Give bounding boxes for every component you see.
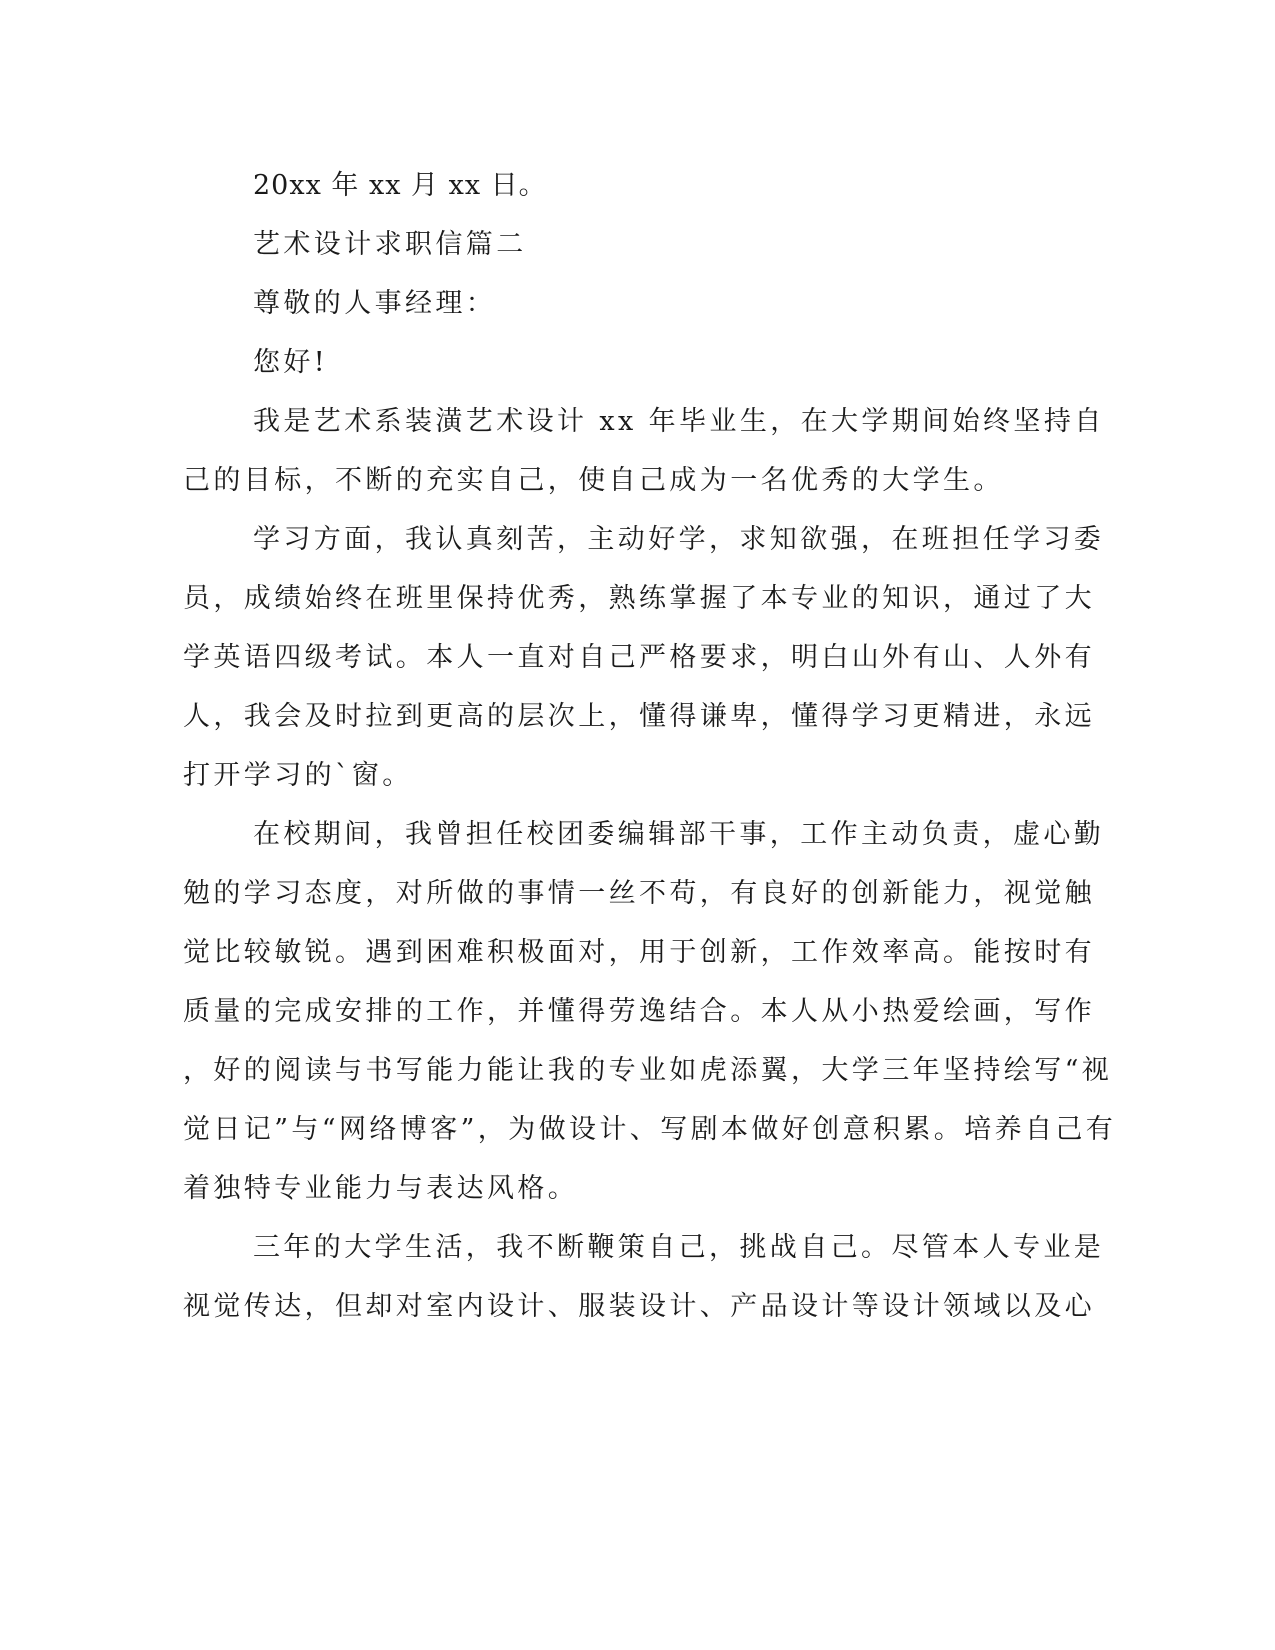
paragraph-line: 我是艺术系装潢艺术设计 xx 年毕业生，在大学期间始终坚持自 <box>253 406 1105 437</box>
letter-title: 艺术设计求职信篇二 <box>253 229 527 260</box>
paragraph-line: 质量的完成安排的工作，并懂得劳逸结合。本人从小热爱绘画，写作 <box>183 996 1095 1027</box>
paragraph-line: 打开学习的`窗。 <box>183 760 413 791</box>
letter-body <box>183 156 1117 1336</box>
paragraph-line: 三年的大学生活，我不断鞭策自己，挑战自己。尽管本人专业是 <box>253 1232 1105 1263</box>
paragraph-line: 视觉传达，但却对室内设计、服装设计、产品设计等设计领域以及心 <box>183 1291 1095 1322</box>
paragraph-line: 觉比较敏锐。遇到困难积极面对，用于创新，工作效率高。能按时有 <box>183 937 1095 968</box>
paragraph-line: 人，我会及时拉到更高的层次上，懂得谦卑，懂得学习更精进，永远 <box>183 701 1095 732</box>
greeting: 您好! <box>253 347 329 378</box>
date-line: 20xx 年 xx 月 xx 日。 <box>253 170 547 201</box>
salutation: 尊敬的人事经理： <box>253 288 497 319</box>
paragraph-line: 在校期间，我曾担任校团委编辑部干事，工作主动负责，虚心勤 <box>253 819 1105 850</box>
paragraph-line: 学习方面，我认真刻苦，主动好学，求知欲强，在班担任学习委 <box>253 524 1105 555</box>
paragraph-line: 觉日记”与“网络博客”，为做设计、写剧本做好创意积累。培养自己有 <box>183 1114 1117 1145</box>
paragraph-line: 勉的学习态度，对所做的事情一丝不苟，有良好的创新能力，视觉触 <box>183 878 1095 909</box>
paragraph-line: 员，成绩始终在班里保持优秀，熟练掌握了本专业的知识，通过了大 <box>183 583 1095 614</box>
paragraph-line: ，好的阅读与书写能力能让我的专业如虎添翼，大学三年坚持绘写“视 <box>183 1055 1113 1086</box>
paragraph-line: 学英语四级考试。本人一直对自己严格要求，明白山外有山、人外有 <box>183 642 1095 673</box>
paragraph-line: 己的目标，不断的充实自己，使自己成为一名优秀的大学生。 <box>183 465 1004 496</box>
paragraph-line: 着独特专业能力与表达风格。 <box>183 1173 579 1204</box>
